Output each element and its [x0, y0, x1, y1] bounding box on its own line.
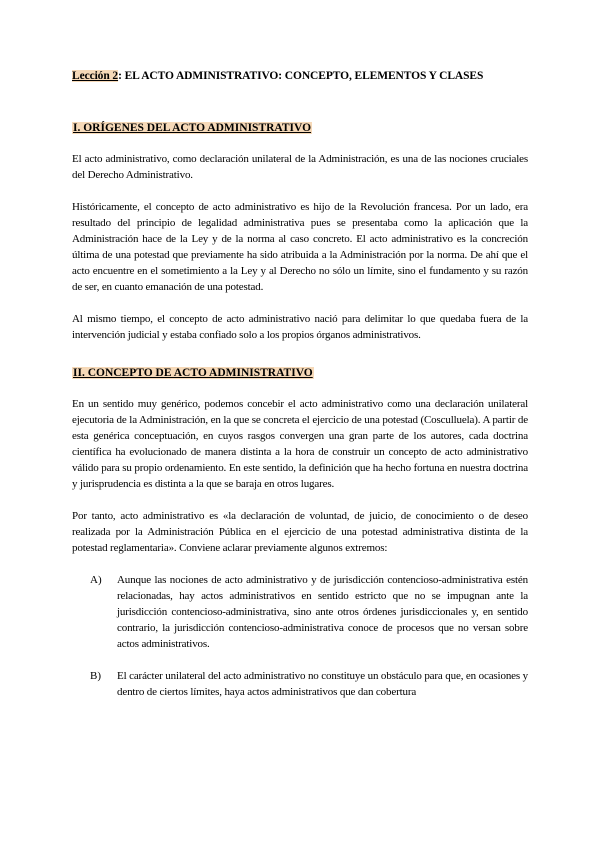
section-heading-origins: I. ORÍGENES DEL ACTO ADMINISTRATIVO: [73, 122, 312, 134]
section-heading-concept: II. CONCEPTO DE ACTO ADMINISTRATIVO: [73, 367, 313, 379]
lesson-title-text: : EL ACTO ADMINISTRATIVO: CONCEPTO, ELEMENTOS Y CLASES: [118, 70, 484, 82]
paragraph: Históricamente, el concepto de acto administrativo es hijo de la Revolución francesa. Por un lado, era resultado del principio de legalidad administrativa pues se presentaba como la aplicación que la Administración hace de la Ley y de la norma al caso concreto. El acto administrativo es la concreción última de una potestad que previamente ha sido atribuida a la Administración por la norma. De ahí que el acto encuentre en el sometimiento a la Ley y al Derecho no sólo un límite, sino el fundamento y su razón de ser, en cuanto emanación de una potestad.: [72, 201, 528, 293]
list-marker: B): [90, 670, 101, 682]
paragraph: El acto administrativo, como declaración unilateral de la Administración, es una de las nociones cruciales del Derecho Administrativo.: [72, 153, 528, 181]
list-item-text: Aunque las nociones de acto administrativo y de jurisdicción contencioso-administrativa estén relacionadas, hay actos administrativos en sentido estricto que no se impugnan ante la jurisdicción contencioso-administrativa, sino ante otros órdenes jurisdiccionales y, en sentido contrario, la jurisdicción contencioso-administrativa conoce de procesos que no versan sobre actos administrativos.: [117, 574, 528, 650]
list-marker: A): [90, 574, 102, 586]
paragraph: En un sentido muy genérico, podemos concebir el acto administrativo como una declaración unilateral ejecutoria de la Administración, en la que se concreta el ejercicio de una potestad (Cosculluela). A partir de esta genérica conceptuación, en cuyos rasgos convergen una gran parte de los autores, cada doctrina científica ha evolucionado de manera distinta a la hora de construir un concepto de acto administrativo válido para su propio ordenamiento. En este sentido, la definición que ha hecho fortuna en nuestra doctrina y jurisprudencia es distinta a la que se baraja en otros lugares.: [72, 398, 528, 490]
paragraph: Al mismo tiempo, el concepto de acto administrativo nació para delimitar lo que quedaba fuera de la intervención judicial y estaba confiado solo a los propios órganos administrativos.: [72, 313, 528, 341]
clarifications-list: [72, 572, 528, 700]
lesson-title: [72, 70, 528, 82]
list-item: [72, 668, 528, 700]
lesson-number: Lección 2: [72, 70, 119, 82]
paragraph: Por tanto, acto administrativo es «la declaración de voluntad, de juicio, de conocimiento o de deseo realizada por la Administración Pública en el ejercicio de una potestad administrativa distinta de la potestad reglamentaria». Conviene aclarar previamente algunos extremos:: [72, 510, 528, 554]
list-item-text: El carácter unilateral del acto administrativo no constituye un obstáculo para que, en ocasiones y dentro de ciertos límites, haya actos administrativos que dan cobertura: [117, 670, 528, 698]
list-item: [72, 572, 528, 652]
